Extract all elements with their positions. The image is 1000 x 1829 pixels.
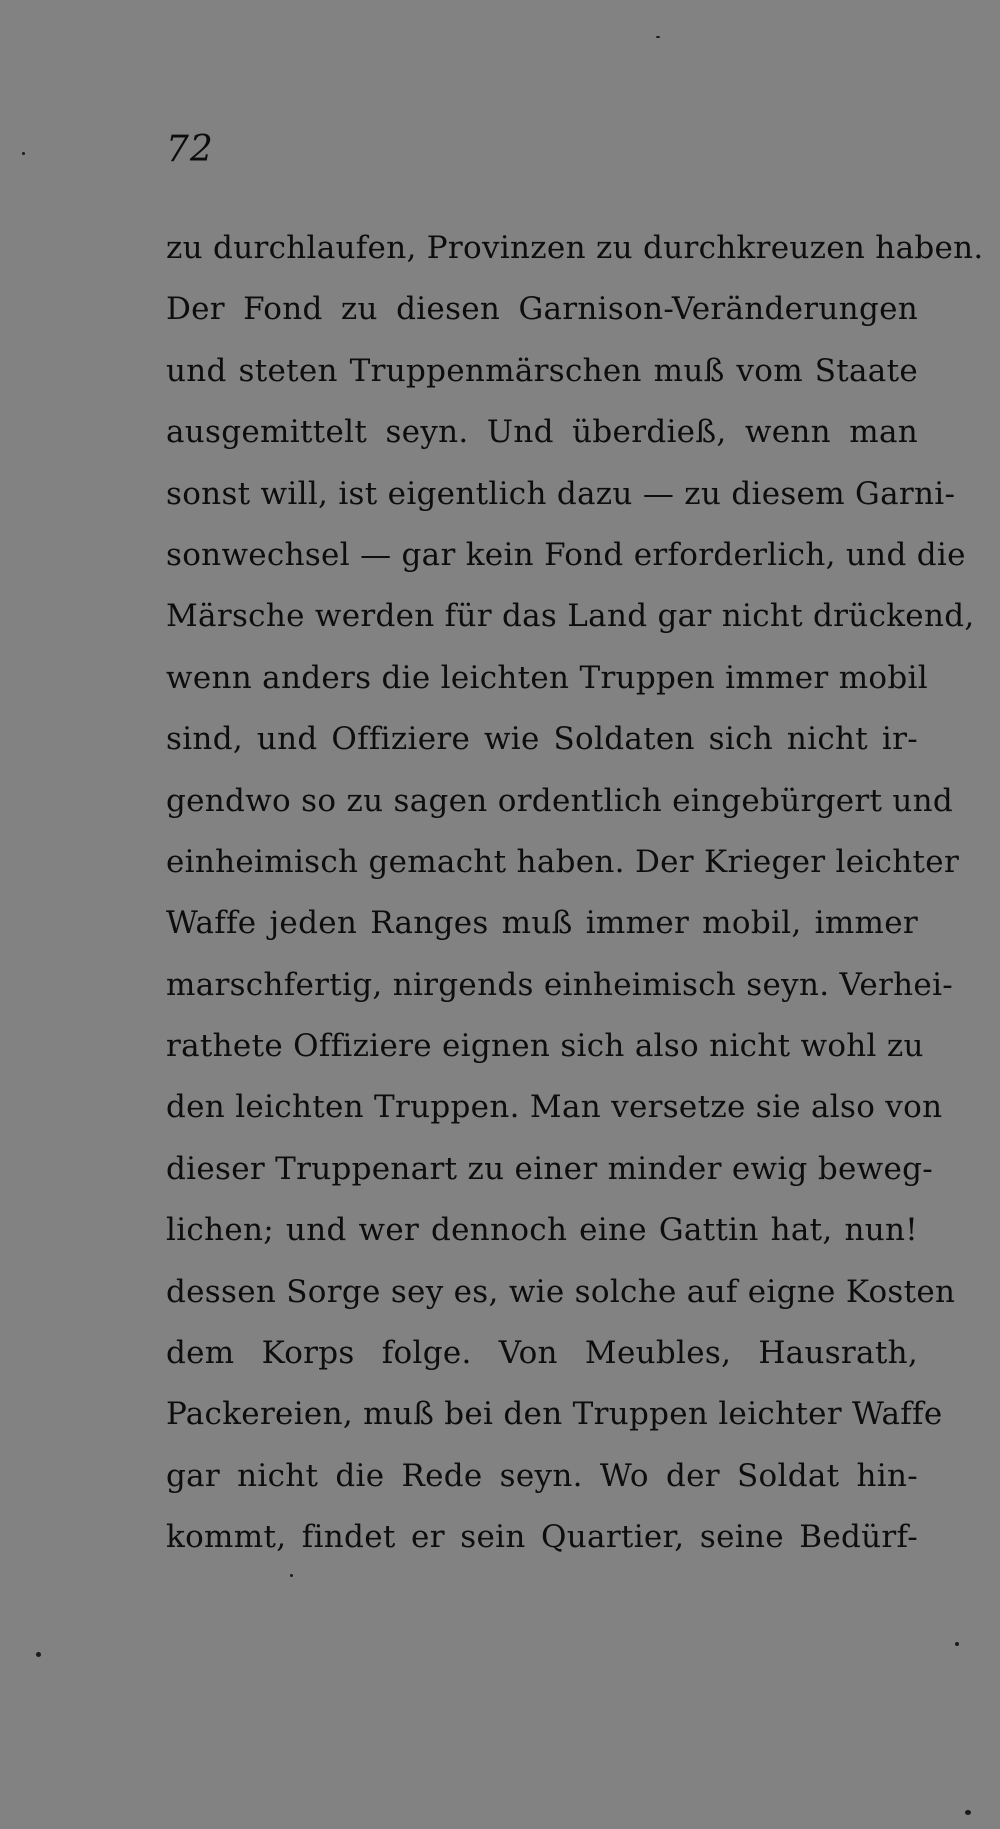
text-line: wenn anders die leichten Truppen immer mobil bbox=[166, 659, 928, 696]
text-line: und steten Truppenmärschen muß vom Staate bbox=[166, 352, 918, 389]
scan-speck bbox=[36, 1652, 41, 1657]
scan-speck bbox=[955, 1642, 959, 1646]
text-line: marschfertig, nirgends einheimisch seyn. Verhei- bbox=[166, 966, 954, 1003]
text-line: ausgemittelt seyn. Und überdieß, wenn man bbox=[166, 414, 918, 451]
text-line: dessen Sorge sey es, wie solche auf eigne Kosten bbox=[166, 1273, 956, 1310]
page-number: 72 bbox=[166, 129, 214, 170]
text-line: lichen; und wer dennoch eine Gattin hat, nun! bbox=[166, 1212, 918, 1249]
text-line: sind, und Offiziere wie Soldaten sich nicht ir- bbox=[166, 721, 918, 758]
text-line: zu durchlaufen, Provinzen zu durchkreuzen haben. bbox=[166, 230, 984, 266]
text-line: rathete Offiziere eignen sich also nicht wohl zu bbox=[166, 1028, 924, 1065]
text-line: Der Fond zu diesen Garnison-Veränderungen bbox=[166, 291, 918, 328]
text-line: dem Korps folge. Von Meubles, Hausrath, bbox=[166, 1335, 918, 1372]
scan-speck bbox=[290, 1574, 293, 1577]
text-line: sonwechsel — gar kein Fond erforderlich, und die bbox=[166, 536, 966, 573]
text-line: kommt, findet er sein Quartier, seine Bedürf- bbox=[166, 1519, 918, 1556]
text-line: Märsche werden für das Land gar nicht drückend, bbox=[166, 598, 975, 635]
body-text bbox=[166, 218, 984, 1569]
text-line: einheimisch gemacht haben. Der Krieger leichter bbox=[166, 843, 960, 880]
text-line: gendwo so zu sagen ordentlich eingebürgert und bbox=[166, 782, 954, 819]
text-line: sonst will, ist eigentlich dazu — zu diesem Garni- bbox=[166, 475, 956, 512]
text-line: gar nicht die Rede seyn. Wo der Soldat hin- bbox=[166, 1457, 918, 1494]
text-line: Waffe jeden Ranges muß immer mobil, immer bbox=[166, 905, 918, 942]
scan-speck bbox=[656, 36, 660, 38]
text-line: dieser Truppenart zu einer minder ewig beweg- bbox=[166, 1150, 934, 1187]
text-line: den leichten Truppen. Man versetze sie also von bbox=[166, 1089, 943, 1126]
scan-speck bbox=[22, 152, 25, 155]
text-line: Packereien, muß bei den Truppen leichter Waffe bbox=[166, 1396, 943, 1433]
scan-speck bbox=[965, 1810, 971, 1815]
